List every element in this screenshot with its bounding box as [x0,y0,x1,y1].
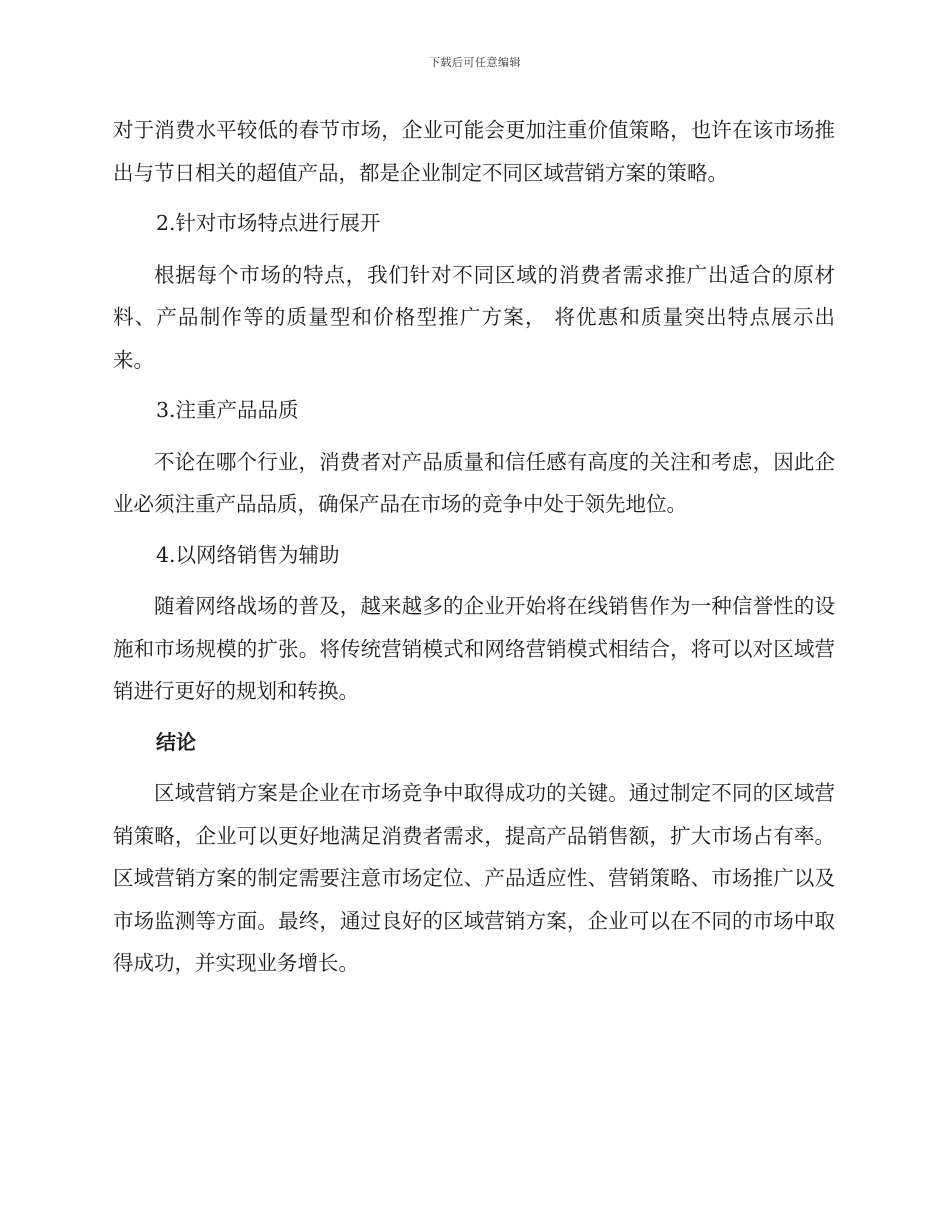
subheading-product-quality: 3.注重产品品质 [156,398,299,422]
paragraph-market-features: 根据每个市场的特点，我们针对不同区域的消费者需求推广出适合的原材料、产品制作等的质量型和价格型推广方案， 将优惠和质量突出特点展示出来。 [113,262,835,372]
paragraph-online-sales: 随着网络战场的普及，越来越多的企业开始将在线销售作为一种信誉性的设施和市场规模的扩张。将传统营销模式和网络营销模式相结合，将可以对区域营销进行更好的规划和转换。 [113,594,835,703]
subheading-market-features: 2.针对市场特点进行展开 [156,211,381,235]
paragraph-conclusion: 区域营销方案是企业在市场竞争中取得成功的关键。通过制定不同的区域营销策略，企业可以更好地满足消费者需求，提高产品销售额，扩大市场占有率。区域营销方案的制定需要注意市场定位、产品适应性、营销策略、市场推广以及市场监测等方面。最终，通过良好的区域营销方案，企业可以在不同的市场中取得成功，并实现业务增长。 [113,781,835,975]
section-title-conclusion: 结论 [156,729,196,754]
paragraph-product-quality: 不论在哪个行业，消费者对产品质量和信任感有高度的关注和考虑，因此企业必须注重产品品质，确保产品在市场的竞争中处于领先地位。 [113,449,835,516]
document-body [113,109,835,985]
page-header: 下载后可任意编辑 [429,56,521,69]
subheading-online-sales: 4.以网络销售为辅助 [156,542,340,567]
paragraph-value-strategy: 对于消费水平较低的春节市场，企业可能会更加注重价值策略，也许在该市场推出与节日相关的超值产品，都是企业制定不同区域营销方案的策略。 [113,118,835,185]
